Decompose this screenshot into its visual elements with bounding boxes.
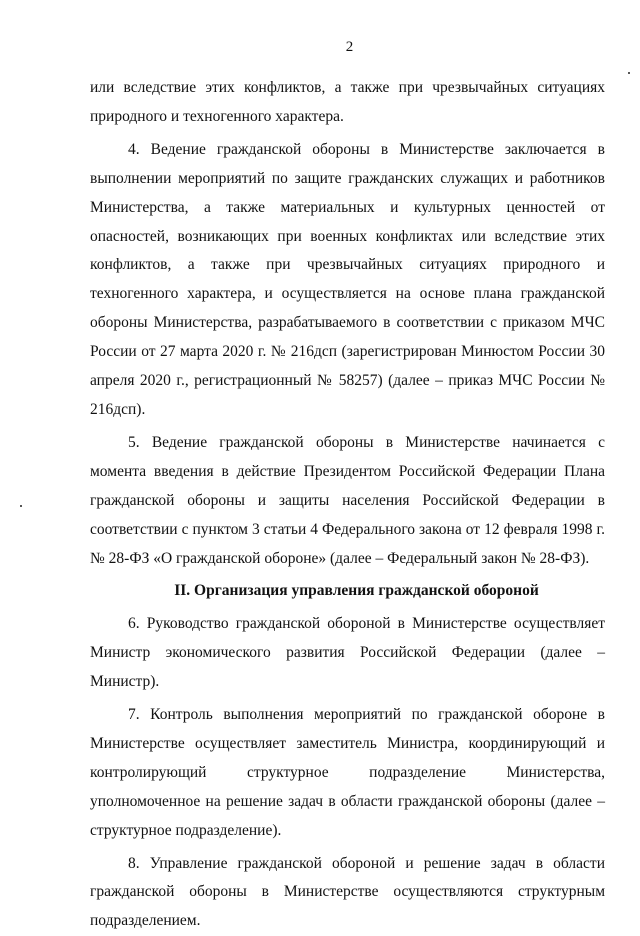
scan-speck — [20, 505, 22, 507]
page-number: 2 — [345, 39, 354, 55]
scan-speck — [628, 72, 630, 74]
paragraph-4: 4. Ведение гражданской обороны в Министерстве заключается в выполнении мероприятий по защите гражданских служащих и работников Министерства, а также материальных и культурных ценностей от опасностей, возникающих при военных конфликтах или вследствие этих конфликтов, а также при чрезвычайных ситуациях природного и техногенного характера, и осуществляется на основе плана гражданской обороны Министерства, разрабатываемого в соответствии с приказом МЧС России от 27 марта 2020 г. № 216дсп (зарегистрирован Минюстом России 30 апреля 2020 г., регистрационный № 58257) (далее – приказ МЧС России № 216дсп). — [90, 140, 605, 418]
paragraph-8: 8. Управление гражданской обороной и решение задач в области гражданской обороны в Министерстве осуществляются структурным подразделением. — [90, 854, 605, 930]
section-heading: II. Организация управления гражданской обороной — [174, 582, 539, 600]
paragraph-6: 6. Руководство гражданской обороной в Министерстве осуществляет Министр экономического развития Российской Федерации (далее – Министр). — [90, 615, 605, 691]
paragraph-continuation: или вследствие этих конфликтов, а также при чрезвычайных ситуациях природного и техногенного характера. — [90, 79, 605, 125]
paragraph-7: 7. Контроль выполнения мероприятий по гражданской обороне в Министерстве осуществляет заместитель Министра, координирующий и контролирующий структурное подразделение Министерства, уполномоченное на решение задач в области гражданской обороны (далее – структурное подразделение). — [90, 706, 605, 839]
paragraph-5: 5. Ведение гражданской обороны в Министерстве начинается с момента введения в действие Президентом Российской Федерации Плана гражданской обороны и защиты населения Российской Федерации в соответствии с пунктом 3 статьи 4 Федерального закона от 12 февраля 1998 г. № 28-ФЗ «О гражданской обороне» (далее – Федеральный закон № 28-ФЗ). — [90, 433, 605, 567]
